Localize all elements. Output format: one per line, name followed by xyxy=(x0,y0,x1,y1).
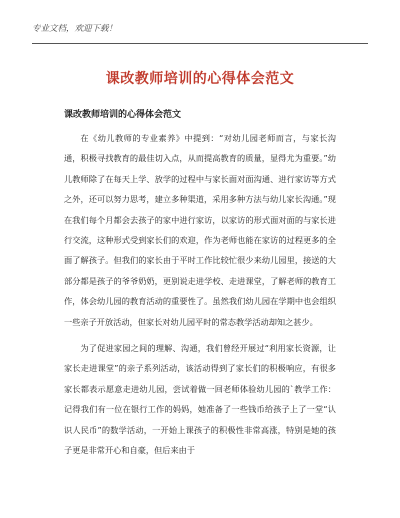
document-body xyxy=(64,108,336,461)
header-note: 专业文档，欢迎下载！ xyxy=(32,24,118,34)
section-title: 课改教师培训的心得体会范文 xyxy=(64,110,182,120)
document-title: 课改教师培训的心得体会范文 xyxy=(105,71,295,87)
paragraph: 为了促进家园之间的理解、沟通，我们曾经开展过“利用家长资源，让家长走进课堂”的亲子系列活动，该活动得到了家长们的积极响应，有很多家长都表示愿意走进幼儿园，尝试着做一回老师体验幼儿园的`教学工作：记得我们有一位在银行工作的妈妈，她准备了一些钱币给孩子上了一堂“认识人民币”的数学活动，一开始上课孩子的积极性非常高涨，特别是她的孩子更是非常开心和自豪，但后来由于 xyxy=(64,343,336,456)
header-divider xyxy=(32,43,368,44)
paragraph: 在《幼儿教师的专业素养》中提到：“对幼儿园老师而言，与家长沟通，积极寻找教育的最佳切入点，从而提高教育的质量，显得尤为重要。”幼儿教师除了在每天上学、放学的过程中与家长面对面沟通、进行家访等方式之外，还可以努力思考，建立多种渠道，采用多种方法与幼儿家长沟通。”现在我们每个月都会去孩子的家中进行家访，以家访的形式面对面的与家长进行交流，这种形式受到家长们的欢迎，作为老师也能在家访的过程更多的全面了解孩子。但我们的家长由于平时工作比较忙很少来幼儿园里，接送的大部分都是孩子的爷爷奶奶，更别说走进学校、走进课堂，了解老师的教育工作，体会幼儿园的教育活动的重要性了。虽然我们幼儿园在学期中也会组织一些亲子开放活动，但家长对幼儿园平时的常态教学活动却知之甚少。 xyxy=(64,133,336,327)
